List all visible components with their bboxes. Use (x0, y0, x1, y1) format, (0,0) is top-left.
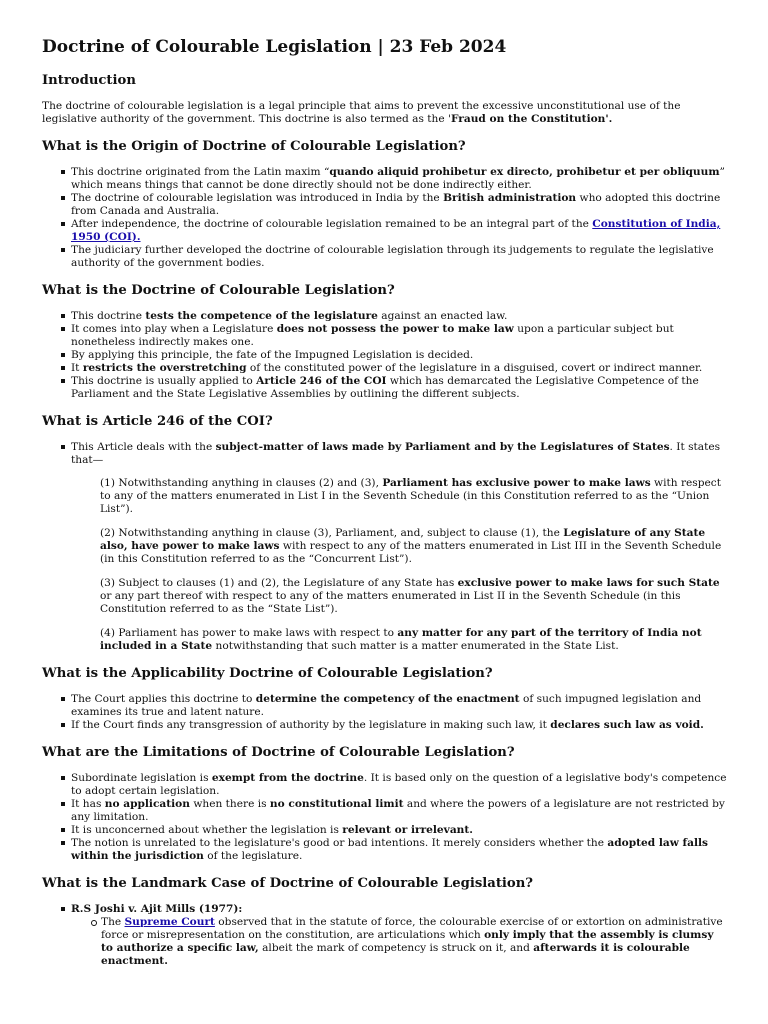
clause-4 (100, 627, 728, 653)
intro-text: The doctrine of colourable legislation is a legal principle that aims to prevent the excessive unconstitutional use of the legislative authority of the government. This doctrine is also termed as the ' (42, 100, 681, 125)
text: and where the powers of a legislature are not restricted by any limitation. (71, 798, 725, 823)
article-clauses (100, 477, 728, 653)
text: This doctrine is usually applied to (71, 375, 257, 387)
applicability-list (42, 693, 728, 732)
bold-text: no constitutional limit (269, 798, 404, 810)
article-list (42, 441, 728, 467)
bold-text: only imply that the assembly is clumsy to authorize a specific law, (101, 929, 714, 954)
text: After independence, the doctrine of colourable legislation remained to be an integral part of the (71, 218, 593, 230)
text: It is unconcerned about whether the legislation is (71, 824, 343, 836)
list-item (71, 362, 728, 375)
text: of such impugned legislation and examines its true and latent nature. (71, 693, 702, 718)
bold-text: quando aliquid prohibetur ex directo, prohibetur et per obliquum (329, 166, 720, 178)
text: The notion is unrelated to the legislature's good or bad intentions. It merely considers whether the (71, 837, 608, 849)
list-item (71, 719, 728, 732)
text: against an enacted law. (377, 310, 508, 322)
text: of the legislature. (203, 850, 303, 862)
list-item (71, 244, 728, 270)
text: . It states that— (71, 441, 721, 466)
list-item (71, 166, 728, 192)
text: It has (71, 798, 105, 810)
text: The Court applies this doctrine to (71, 693, 256, 705)
article-heading: What is Article 246 of the COI? (42, 414, 273, 429)
bold-text: British administration (443, 192, 577, 204)
text: The (101, 916, 125, 928)
text: (2) Notwithstanding anything in clause (3), Parliament, and, subject to clause (1), the (100, 527, 564, 539)
text: when there is (189, 798, 270, 810)
limitations-list (42, 772, 728, 863)
bold-text: does not possess the power to make law (276, 323, 514, 335)
list-item (71, 349, 728, 362)
constitution-link[interactable]: Constitution of India, 1950 (COI). (71, 218, 721, 243)
text: with respect to any of the matters enumerated in List III in the Seventh Schedule (in this Constitution referred to as the “Concurrent List”). (100, 540, 722, 565)
text: The doctrine of colourable legislation was introduced in India by the (71, 192, 444, 204)
list-item (71, 798, 728, 824)
bold-text: subject-matter of laws made by Parliament and by the Legislatures of States (215, 441, 670, 453)
clause-2 (100, 527, 728, 566)
text: (1) Notwithstanding anything in clauses (2) and (3), (100, 477, 383, 489)
text: This doctrine originated from the Latin maxim “ (71, 166, 330, 178)
bold-text: Legislature of any State also, have power to make laws (100, 527, 706, 552)
text: The judiciary further developed the doctrine of colourable legislation through its judgements to regulate the legislative authority of the government bodies. (71, 244, 714, 269)
text: It comes into play when a Legislature (71, 323, 277, 335)
bold-text: exempt from the doctrine (211, 772, 364, 784)
origin-list (42, 166, 728, 270)
text: This doctrine (71, 310, 146, 322)
bold-text: determine the competency of the enactment (255, 693, 520, 705)
text: who adopted this doctrine from Canada and Australia. (71, 192, 721, 217)
bold-text: exclusive power to make laws for such State (457, 577, 720, 589)
text: It (71, 362, 83, 374)
list-item (101, 916, 728, 968)
text: (3) Subject to clauses (1) and (2), the Legislature of any State has (100, 577, 458, 589)
text: observed that in the statute of force, the colourable exercise of or extortion on administrative force or misrepresentation on the constitution, are articulations which (101, 916, 723, 941)
list-item (71, 824, 728, 837)
intro-bold: Fraud on the Constitution'. (450, 113, 613, 125)
case-title: R.S Joshi v. Ajit Mills (1977): (71, 903, 243, 915)
landmark-heading: What is the Landmark Case of Doctrine of Colourable Legislation? (42, 876, 534, 891)
bold-text: declares such law as void. (550, 719, 704, 731)
applicability-heading: What is the Applicability Doctrine of Colourable Legislation? (42, 666, 493, 681)
list-item (71, 323, 728, 349)
text: albeit the mark of competency is struck on it, and (258, 942, 534, 954)
text: (4) Parliament has power to make laws with respect to (100, 627, 398, 639)
list-item (71, 218, 728, 244)
clause-1 (100, 477, 728, 516)
origin-heading: What is the Origin of Doctrine of Colourable Legislation? (42, 139, 466, 154)
text: . It is based only on the question of a legislative body's competence to adopt certain legislation. (71, 772, 727, 797)
bold-text: Parliament has exclusive power to make laws (382, 477, 651, 489)
text: or any part thereof with respect to any of the matters enumerated in List II in the Seventh Schedule (in this Constitution referred to as the “State List”). (100, 590, 681, 615)
limitations-heading: What are the Limitations of Doctrine of Colourable Legislation? (42, 745, 515, 760)
list-item (71, 693, 728, 719)
bold-text: tests the competence of the legislature (145, 310, 378, 322)
text: This Article deals with the (71, 441, 216, 453)
text: notwithstanding that such matter is a matter enumerated in the State List. (212, 640, 619, 652)
intro-heading: Introduction (42, 73, 136, 88)
bold-text: restricts the overstretching (82, 362, 247, 374)
list-item (71, 441, 728, 467)
doctrine-heading: What is the Doctrine of Colourable Legislation? (42, 283, 395, 298)
text: upon a particular subject but nonetheless indirectly makes one. (71, 323, 674, 348)
list-item (71, 837, 728, 863)
doctrine-list (42, 310, 728, 401)
text: If the Court finds any transgression of authority by the legislature in making such law, it (71, 719, 551, 731)
list-item (71, 375, 728, 401)
clause-3 (100, 577, 728, 616)
bold-text: no application (104, 798, 190, 810)
landmark-sublist (71, 916, 728, 968)
list-item (71, 772, 728, 798)
text: with respect to any of the matters enumerated in List I in the Seventh Schedule (in this Constitution referred to as the “Union List”). (100, 477, 721, 515)
bold-text: relevant or irrelevant. (342, 824, 473, 836)
text: ” which means things that cannot be done directly should not be done indirectly either. (71, 166, 725, 191)
text: Subordinate legislation is (71, 772, 212, 784)
list-item (71, 903, 728, 968)
bold-text: Article 246 of the COI (256, 375, 387, 387)
landmark-list (42, 903, 728, 968)
text: of the constituted power of the legislature in a disguised, covert or indirect manner. (246, 362, 703, 374)
supreme-court-link[interactable]: Supreme Court (124, 916, 215, 928)
text: By applying this principle, the fate of the Impugned Legislation is decided. (71, 349, 474, 361)
intro-paragraph (42, 100, 728, 126)
list-item (71, 310, 728, 323)
bold-text: any matter for any part of the territory of India not included in a State (100, 627, 702, 652)
bold-text: afterwards it is colourable enactment. (101, 942, 690, 967)
page-title: Doctrine of Colourable Legislation | 23 Feb 2024 (42, 37, 507, 57)
bold-text: adopted law falls within the jurisdiction (71, 837, 708, 862)
list-item (71, 192, 728, 218)
text: which has demarcated the Legislative Competence of the Parliament and the State Legislative Assemblies by outlining the different subjects. (71, 375, 699, 400)
